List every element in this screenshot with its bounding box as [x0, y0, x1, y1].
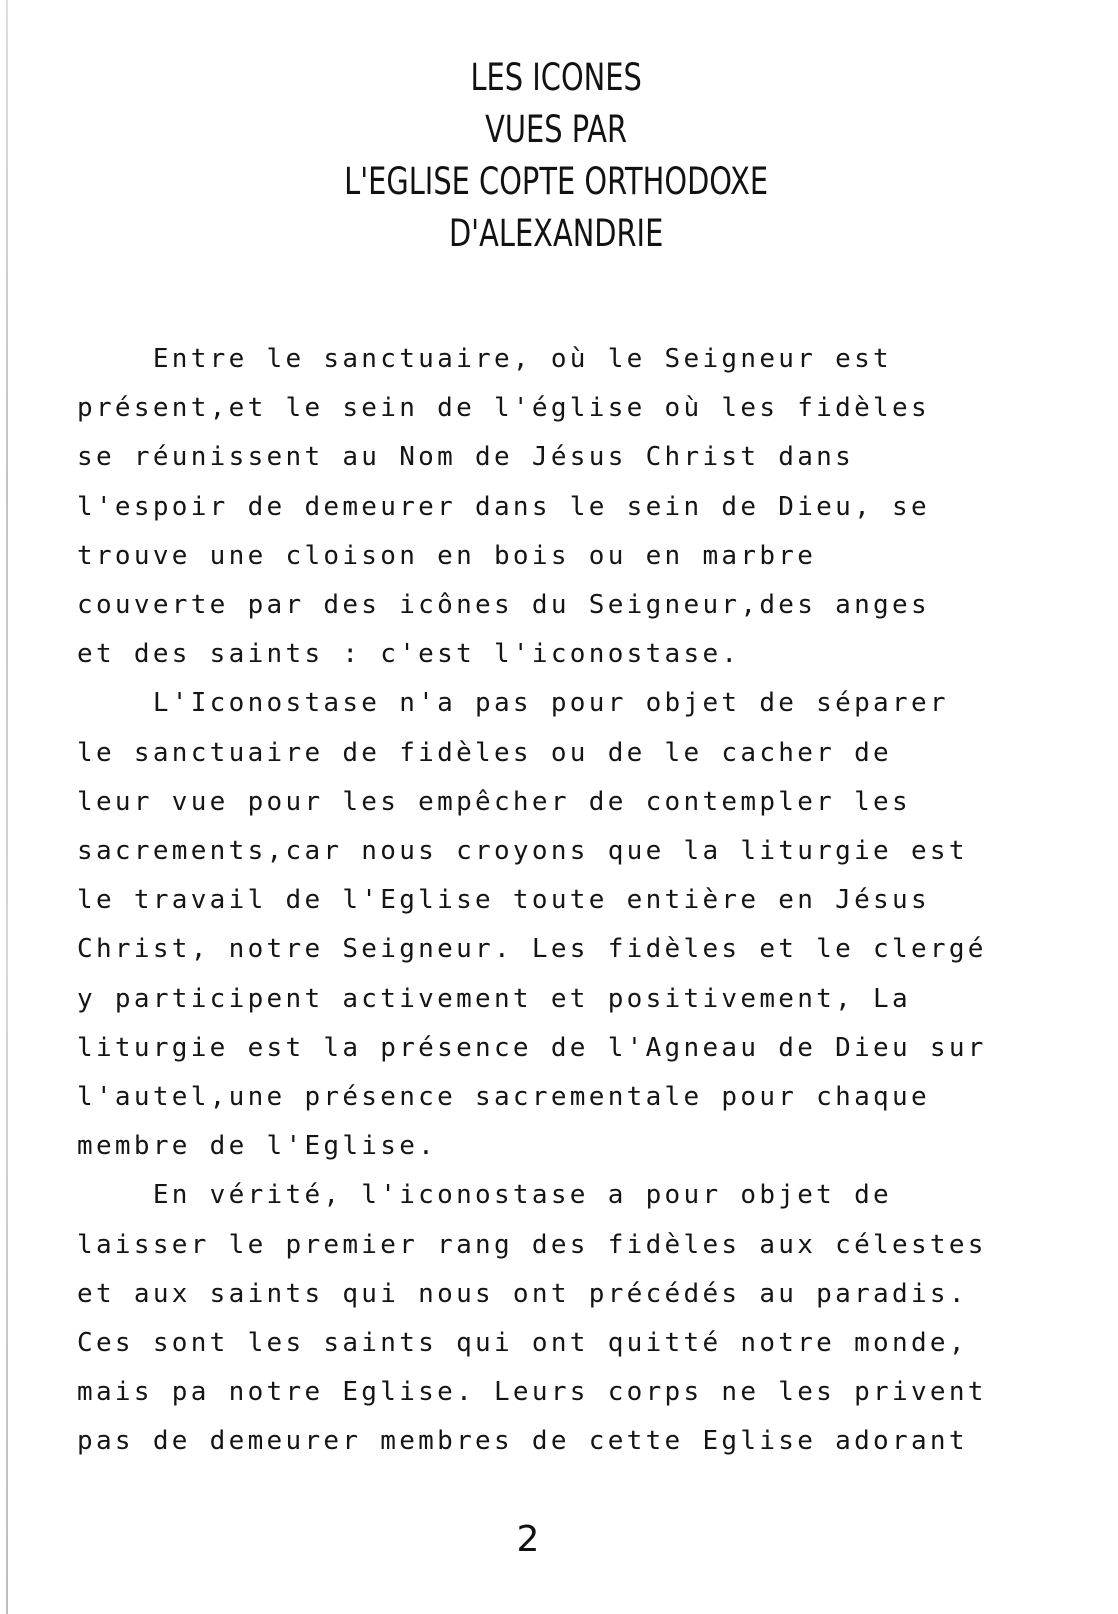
- text-line: leur vue pour les empêcher de contempler les: [77, 786, 911, 817]
- text-line: présent,et le sein de l'église où les fidèles: [77, 393, 930, 424]
- text-line: Entre le sanctuaire, où le Seigneur est: [77, 344, 892, 374]
- text-line: l'espoir de demeurer dans le sein de Dieu, se: [77, 491, 930, 522]
- title-line: D'ALEXANDRIE: [448, 212, 664, 255]
- page-number: 2: [516, 1519, 540, 1560]
- body-text: [77, 335, 1097, 1467]
- scan-edge: [6, 0, 8, 1614]
- text-line: Ces sont les saints qui ont quitté notre monde,: [77, 1328, 968, 1359]
- text-line: mais pa notre Eglise. Leurs corps ne les privent: [77, 1377, 987, 1408]
- text-line: membre de l'Eglise.: [77, 1131, 438, 1162]
- title-line: L'EGLISE COPTE ORTHODOXE: [344, 160, 769, 203]
- text-line: liturgie est la présence de l'Agneau de Dieu sur: [77, 1032, 987, 1063]
- text-line: se réunissent au Nom de Jésus Christ dans: [77, 442, 855, 473]
- text-line: l'autel,une présence sacrementale pour chaque: [77, 1082, 930, 1113]
- text-line: le sanctuaire de fidèles ou de le cacher de: [77, 737, 892, 768]
- text-line: sacrements,car nous croyons que la liturgie est: [77, 836, 968, 867]
- title-line: LES ICONES: [470, 56, 642, 99]
- text-line: L'Iconostase n'a pas pour objet de séparer: [77, 688, 949, 719]
- text-line: et aux saints qui nous ont précédés au paradis.: [77, 1278, 968, 1309]
- text-line: couverte par des icônes du Seigneur,des anges: [77, 590, 930, 621]
- text-line: Christ, notre Seigneur. Les fidèles et le clergé: [77, 934, 987, 965]
- text-line: y participent activement et positivement, La: [77, 983, 911, 1014]
- text-line: En vérité, l'iconostase a pour objet de: [77, 1180, 892, 1211]
- text-line: trouve une cloison en bois ou en marbre: [77, 540, 817, 571]
- text-line: pas de demeurer membres de cette Eglise adorant: [77, 1426, 968, 1457]
- title-line: VUES PAR: [485, 108, 628, 151]
- text-line: et des saints : c'est l'iconostase.: [77, 639, 741, 670]
- text-line: laisser le premier rang des fidèles aux célestes: [77, 1229, 987, 1260]
- document-title: [120, 52, 992, 260]
- text-line: le travail de l'Eglise toute entière en Jésus: [77, 885, 930, 916]
